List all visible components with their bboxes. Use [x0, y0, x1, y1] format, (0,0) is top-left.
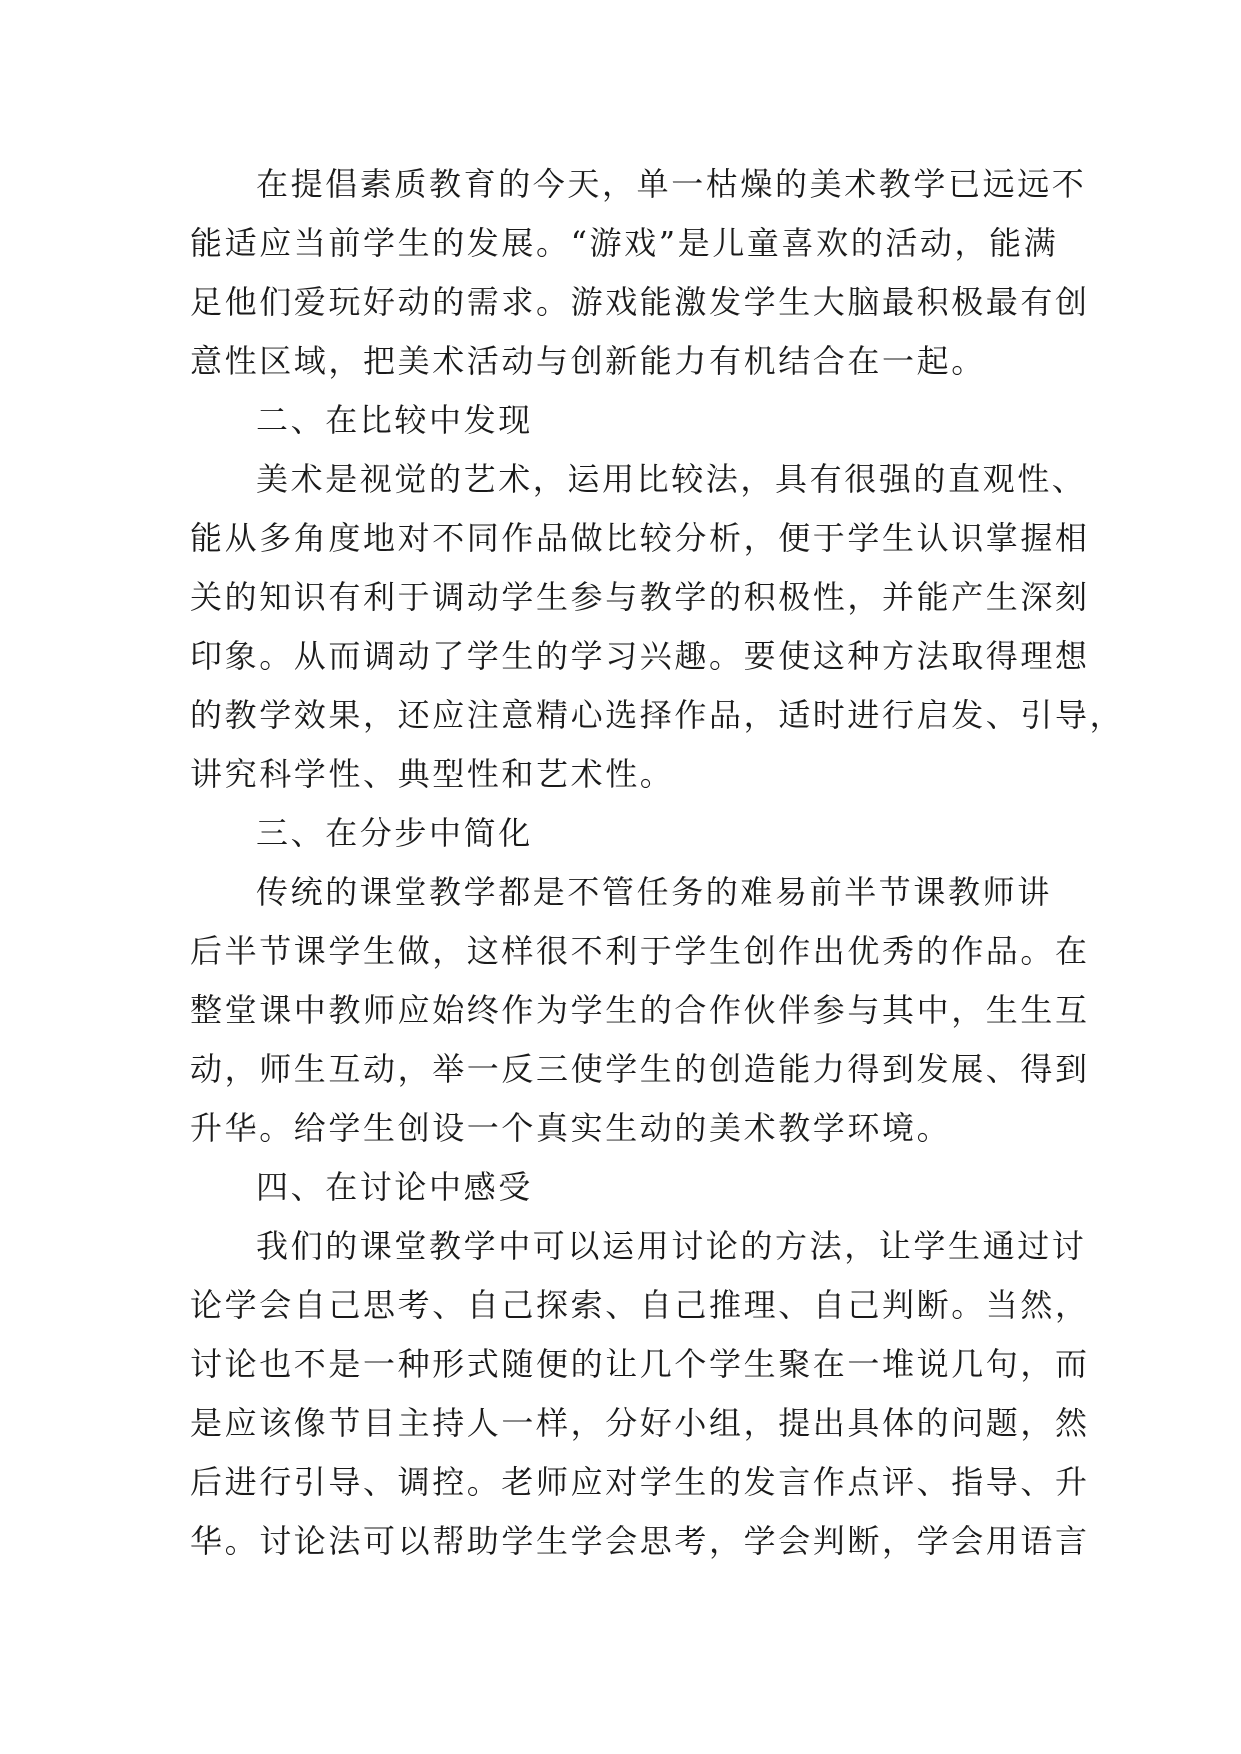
paragraph-line: 印象。从而调动了学生的学习兴趣。要使这种方法取得理想 [190, 637, 1090, 675]
paragraph-line: 足他们爱玩好动的需求。游戏能激发学生大脑最积极最有创 [190, 283, 1090, 321]
paragraph-line: 在提倡素质教育的今天，单一枯燥的美术教学已远远不 [256, 165, 1087, 203]
document-body [190, 155, 1125, 1571]
section-heading: 四、在讨论中感受 [256, 1168, 533, 1206]
paragraph-line: 动，师生互动，举一反三使学生的创造能力得到发展、得到 [190, 1050, 1090, 1088]
paragraph-line: 讨论也不是一种形式随便的让几个学生聚在一堆说几句，而 [190, 1345, 1090, 1383]
paragraph-line: 是应该像节目主持人一样，分好小组，提出具体的问题，然 [190, 1404, 1090, 1442]
paragraph-line: 我们的课堂教学中可以运用讨论的方法，让学生通过讨 [256, 1227, 1087, 1265]
section-heading: 二、在比较中发现 [256, 401, 533, 439]
paragraph-line: 关的知识有利于调动学生参与教学的积极性，并能产生深刻 [190, 578, 1090, 616]
paragraph-line: 后半节课学生做，这样很不利于学生创作出优秀的作品。在 [190, 932, 1090, 970]
paragraph-line: 讲究科学性、典型性和艺术性。 [190, 755, 675, 793]
paragraph-line: 能适应当前学生的发展。“游戏”是儿童喜欢的活动，能满 [190, 224, 1059, 262]
paragraph-line: 论学会自己思考、自己探索、自己推理、自己判断。当然， [190, 1286, 1090, 1324]
paragraph-line: 整堂课中教师应始终作为学生的合作伙伴参与其中，生生互 [190, 991, 1090, 1029]
paragraph-line: 后进行引导、调控。老师应对学生的发言作点评、指导、升 [190, 1463, 1090, 1501]
paragraph-line: 的教学效果，还应注意精心选择作品，适时进行启发、引导， [190, 696, 1125, 734]
paragraph-line: 传统的课堂教学都是不管任务的难易前半节课教师讲 [256, 873, 1052, 911]
paragraph-line: 意性区域，把美术活动与创新能力有机结合在一起。 [190, 342, 986, 380]
section-heading: 三、在分步中简化 [256, 814, 533, 852]
paragraph-line: 升华。给学生创设一个真实生动的美术教学环境。 [190, 1109, 952, 1147]
paragraph-line: 能从多角度地对不同作品做比较分析，便于学生认识掌握相 [190, 519, 1090, 557]
paragraph-line: 华。讨论法可以帮助学生学会思考，学会判断，学会用语言 [190, 1522, 1090, 1560]
paragraph-line: 美术是视觉的艺术，运用比较法，具有很强的直观性、 [256, 460, 1087, 498]
